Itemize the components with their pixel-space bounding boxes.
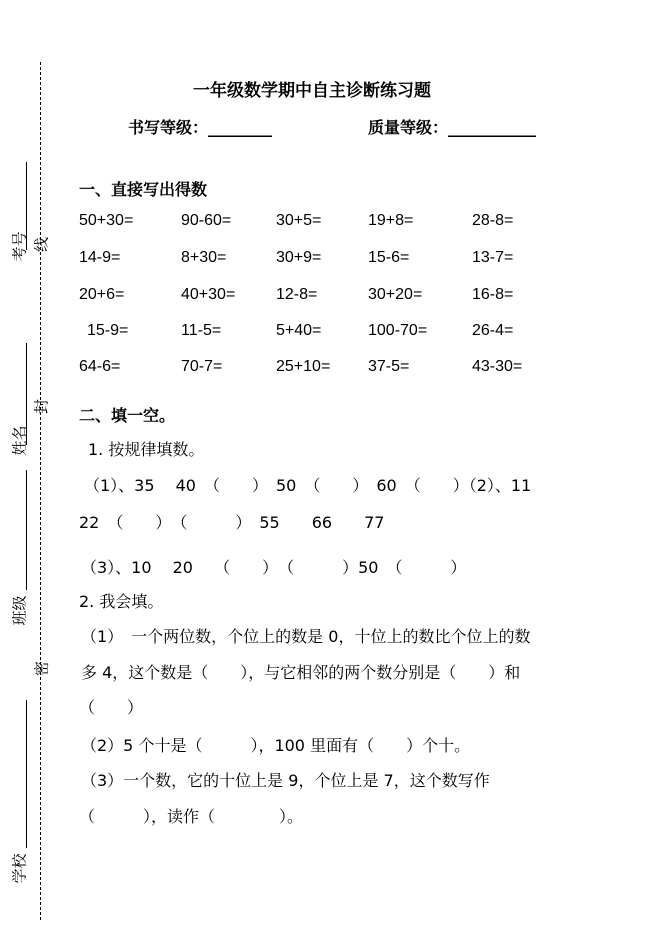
calc-item: 100-70= bbox=[368, 322, 428, 339]
q1-line1: （1）、35 40 （ ） 50 （ ） 60 （ ）（2）、11 bbox=[84, 476, 532, 495]
section2-heading: 二、填一空。 bbox=[79, 406, 176, 425]
calc-item: 64-6= bbox=[79, 358, 121, 375]
calc-item: 28-8= bbox=[472, 212, 514, 229]
q1-title: 1. 按规律填数。 bbox=[88, 440, 205, 459]
seal-label: 封 bbox=[32, 399, 51, 415]
q2-3-line2: （ ），读作（ ）。 bbox=[79, 807, 304, 826]
q2-1-line3: （ ） bbox=[79, 698, 144, 717]
calc-item: 20+6= bbox=[79, 286, 125, 303]
calc-item: 16-8= bbox=[472, 286, 514, 303]
calc-item: 8+30= bbox=[181, 249, 227, 266]
section1-heading: 一、直接写出得数 bbox=[79, 180, 208, 199]
calc-item: 37-5= bbox=[368, 358, 410, 375]
calc-item: 15-6= bbox=[368, 249, 410, 266]
q2-1-line2: 多 4，这个数是（ ），与它相邻的两个数分别是（ ）和 bbox=[81, 663, 521, 682]
exam-no-label: 考号 bbox=[10, 231, 29, 262]
calc-item: 15-9= bbox=[87, 322, 129, 339]
calc-item: 11-5= bbox=[181, 322, 222, 339]
q1-line2: 22 （ ） （ ） 55 66 77 bbox=[79, 513, 385, 532]
quality-grade: 质量等级：___________ bbox=[368, 118, 537, 137]
calc-item: 26-4= bbox=[472, 322, 514, 339]
class-underline bbox=[26, 470, 27, 590]
q1-line3: （3）、10 20 （ ） （ ）50 （ ） bbox=[81, 558, 467, 577]
calc-item: 5+40= bbox=[276, 322, 322, 339]
calc-item: 30+5= bbox=[276, 212, 322, 229]
school-label: 学校 bbox=[10, 853, 29, 884]
calc-item: 50+30= bbox=[79, 212, 134, 229]
calc-item: 19+8= bbox=[368, 212, 414, 229]
calc-item: 30+20= bbox=[368, 286, 423, 303]
calc-item: 14-9= bbox=[79, 249, 121, 266]
binding-dashed-line bbox=[40, 62, 41, 920]
q2-1-line1: （1） 一个两位数，个位上的数是 0，十位上的数比个位上的数 bbox=[81, 627, 531, 646]
q2-title: 2. 我会填。 bbox=[79, 592, 164, 611]
page-title: 一年级数学期中自主诊断练习题 bbox=[193, 81, 431, 101]
calc-item: 13-7= bbox=[472, 249, 514, 266]
calc-item: 12-8= bbox=[276, 286, 318, 303]
calc-item: 30+9= bbox=[276, 249, 322, 266]
calc-item: 40+30= bbox=[181, 286, 236, 303]
calc-item: 90-60= bbox=[181, 212, 232, 229]
line-label: 线 bbox=[32, 237, 51, 253]
calc-item: 70-7= bbox=[181, 358, 223, 375]
calc-item: 43-30= bbox=[472, 358, 523, 375]
secret-label: 密 bbox=[32, 661, 51, 677]
writing-grade: 书写等级：________ bbox=[128, 118, 273, 137]
calc-item: 25+10= bbox=[276, 358, 331, 375]
q2-3-line1: （3）一个数，它的十位上是 9，个位上是 7，这个数写作 bbox=[81, 771, 490, 790]
class-label: 班级 bbox=[10, 595, 29, 626]
q2-2: （2）5 个十是（ ），100 里面有（ ）个十。 bbox=[81, 736, 471, 755]
name-label: 姓名 bbox=[10, 425, 29, 456]
school-underline bbox=[26, 700, 27, 848]
